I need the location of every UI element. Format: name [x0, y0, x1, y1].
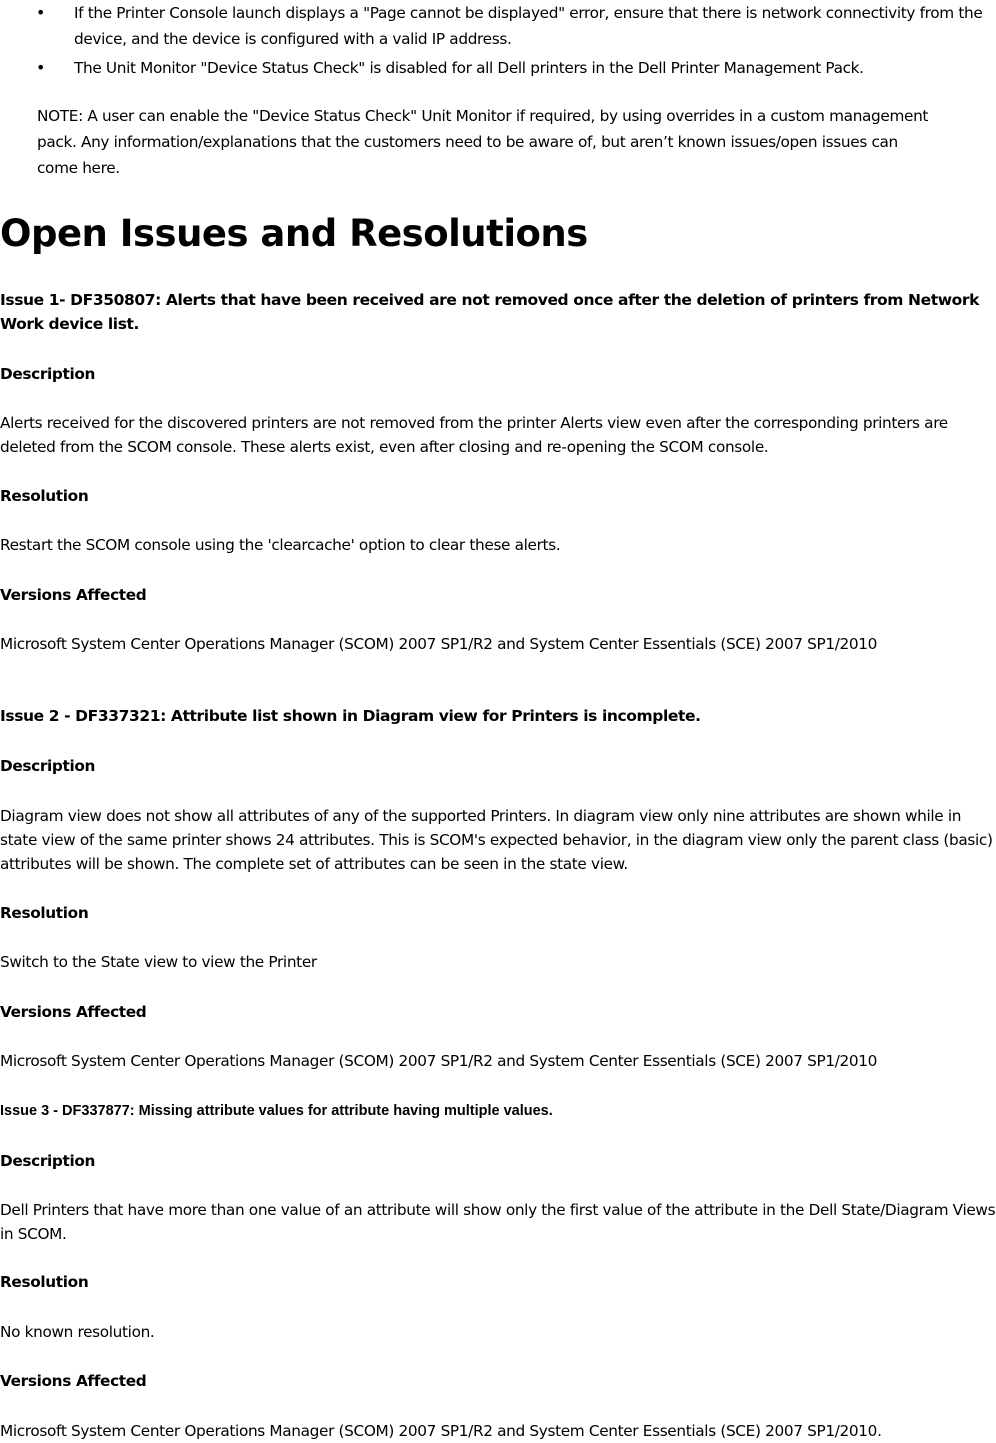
issue-3-versions: Microsoft System Center Operations Manager (SCOM) 2007 SP1/R2 and System Center Essentials (SCE) 2007 SP1/2010.	[0, 1422, 882, 1440]
bullet-icon: •	[36, 58, 46, 77]
issue-2-description: Diagram view does not show all attributes of any of the supported Printers. In diagram view only nine attributes are shown while in state view of the same printer shows 24 attributes. This is SCOM's expected behavior, in the diagram view only the parent class (basic) attributes will be shown. The complete set of attributes can be seen in the state view.	[0, 807, 993, 873]
bullet-text: The Unit Monitor "Device Status Check" is disabled for all Dell printers in the Dell Printer Management Pack.	[74, 59, 864, 77]
issue-3-description: Dell Printers that have more than one value of an attribute will show only the first value of the attribute in the Dell State/Diagram Views in SCOM.	[0, 1201, 996, 1243]
issue-2-versions-label: Versions Affected	[0, 1003, 147, 1021]
issue-1-resolution-label: Resolution	[0, 487, 89, 505]
issue-3-description-label: Description	[0, 1152, 96, 1170]
section-heading: Open Issues and Resolutions	[0, 212, 588, 255]
issue-1-resolution: Restart the SCOM console using the 'clearcache' option to clear these alerts.	[0, 536, 561, 554]
issue-2-resolution: Switch to the State view to view the Printer	[0, 953, 317, 971]
issue-1-description: Alerts received for the discovered printers are not removed from the printer Alerts view even after the corresponding printers are deleted from the SCOM console. These alerts exist, even after closing and re-opening the SCOM console.	[0, 414, 948, 456]
bullet-icon: •	[36, 3, 46, 22]
issue-1-description-label: Description	[0, 365, 96, 383]
issue-3-title: Issue 3 - DF337877: Missing attribute values for attribute having multiple values.	[0, 1103, 553, 1119]
issue-2-title: Issue 2 - DF337321: Attribute list shown in Diagram view for Printers is incomplete.	[0, 707, 701, 725]
issue-1-versions: Microsoft System Center Operations Manager (SCOM) 2007 SP1/R2 and System Center Essentials (SCE) 2007 SP1/2010	[0, 635, 878, 653]
issue-1-title: Issue 1- DF350807: Alerts that have been received are not removed once after the deletion of printers from Network Work device list.	[0, 291, 980, 333]
bullet-text: If the Printer Console launch displays a "Page cannot be displayed" error, ensure that there is network connectivity from the device, and the device is configured with a valid IP address.	[74, 4, 983, 48]
issue-2-versions: Microsoft System Center Operations Manager (SCOM) 2007 SP1/R2 and System Center Essentials (SCE) 2007 SP1/2010	[0, 1052, 878, 1070]
issue-3-resolution: No known resolution.	[0, 1323, 155, 1341]
issue-3-versions-label: Versions Affected	[0, 1372, 147, 1390]
issue-3-resolution-label: Resolution	[0, 1273, 89, 1291]
note-paragraph: NOTE: A user can enable the "Device Status Check" Unit Monitor if required, by using overrides in a custom management pack. Any information/explanations that the customers need to be aware of, but aren’t known issues/open issues can come here.	[37, 107, 929, 177]
bullet-list	[0, 0, 996, 81]
issue-2-description-label: Description	[0, 757, 96, 775]
issue-2-resolution-label: Resolution	[0, 904, 89, 922]
bullet-item	[0, 55, 996, 81]
bullet-item	[0, 0, 996, 52]
issue-1-versions-label: Versions Affected	[0, 586, 147, 604]
